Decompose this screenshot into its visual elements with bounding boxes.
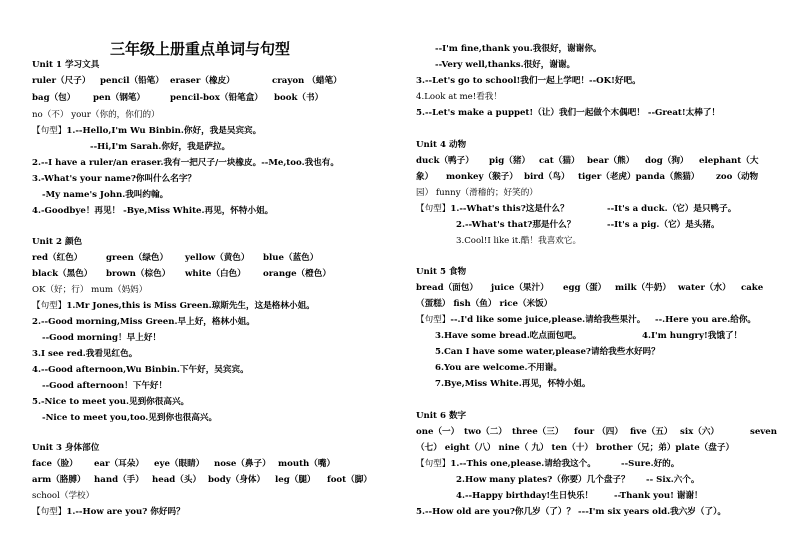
unit1-s2: 2.--I have a ruler/an eraser.我有一把尺子/一块橡皮。--Me,too.我也有。 <box>32 158 339 168</box>
unit5-s1b: --.Here you are.给你。 <box>655 315 757 325</box>
unit6-vocab2: （七） eight（八） nine（ 九） ten（十） brother（兄；弟）plate（盘子） <box>416 443 735 453</box>
unit1-s3b: -My name's John.我叫约翰。 <box>42 190 169 200</box>
unit5-s3: 3.Have some bread.吃点面包吧。 <box>435 331 582 341</box>
unit4-s1b: --It's a duck.（它）是只鸭子。 <box>607 204 737 214</box>
unit1-heading: Unit 1 学习文具 <box>32 60 100 70</box>
unit5-heading: Unit 5 食物 <box>416 267 467 277</box>
unit2-s2b: --Good morning！早上好！ <box>42 333 162 343</box>
unit1-s1b: --Hi,I'm Sarah.你好，我是萨拉。 <box>90 142 231 152</box>
unit3-sentences: 【句型】1.--How are you? 你好吗？ <box>32 507 185 517</box>
unit6-s4a: 4.--Happy birthday!生日快乐！ <box>456 491 594 501</box>
unit2-s4: 4.--Good afternoon,Wu Binbin.下午好，吴宾宾。 <box>32 365 249 375</box>
unit1-s4: 4.-Goodbye！再见！ -Bye,Miss White.再见，怀特小姐。 <box>32 206 274 216</box>
unit2-s3: 3.I see red.我看见红色。 <box>32 349 138 359</box>
unit1-sentences: 【句型】1.--Hello,I'm Wu Binbin.你好，我是吴宾宾。 <box>32 126 262 136</box>
unit5-s6: 6.You are welcome.不用谢。 <box>435 363 562 373</box>
u3-cont-l1: --I'm fine,thank you.我很好，谢谢你。 <box>435 44 602 54</box>
unit2-s5: 5.-Nice to meet you.见到你很高兴。 <box>32 397 190 407</box>
unit6-s2a: 2.How many plates?（你要）几个盘子？ <box>456 475 630 485</box>
page-title: 三年级上册重点单词与句型 <box>109 40 290 58</box>
unit4-s3: 3.Cool!I like it.酷！我喜欢它。 <box>456 236 582 246</box>
u3-cont-l3: 3.--Let's go to school!我们一起上学吧！--OK!好吧。 <box>416 76 641 86</box>
unit2-heading: Unit 2 颜色 <box>32 237 83 247</box>
unit3-vocab3: school（学校） <box>32 491 95 501</box>
unit6-s2b: -- Six.六个。 <box>646 475 700 485</box>
unit5-s5: 5.Can I have some water,please?请给我些水好吗？ <box>435 347 660 357</box>
u3-cont-l5: 5.--Let's make a puppet!（让）我们一起做个木偶吧！ --Great!太棒了！ <box>416 108 721 118</box>
unit4-s2a: 2.--What's that?那是什么？ <box>456 220 576 230</box>
unit2-s4b: --Good afternoon！下午好！ <box>42 381 168 391</box>
unit2-s5b: -Nice to meet you,too.见到你也很高兴。 <box>42 413 218 423</box>
unit2-s2: 2.--Good morning,Miss Green.早上好，格林小姐。 <box>32 317 255 327</box>
unit2-vocab3: OK（好；行） mum（妈妈） <box>32 285 148 295</box>
u3-cont-l2: --Very well,thanks.很好，谢谢。 <box>435 60 576 70</box>
unit6-s1b: --Sure.好的。 <box>621 459 680 469</box>
unit4-heading: Unit 4 动物 <box>416 140 467 150</box>
unit5-sentences: 【句型】--.I'd like some juice,please.请给我些果汁。 <box>416 315 646 325</box>
unit4-s2b: --It's a pig.（它）是头猪。 <box>607 220 720 230</box>
unit3-heading: Unit 3 身体部位 <box>32 443 100 453</box>
unit6-sentences: 【句型】1.--This one,please.请给我这个。 <box>416 459 596 469</box>
u3-cont-l4: 4.Look at me!看我！ <box>416 92 502 102</box>
unit5-s7: 7.Bye,Miss White.再见，怀特小姐。 <box>435 379 591 389</box>
unit4-vocab3: 园） funny（滑稽的；好笑的） <box>416 188 538 198</box>
unit2-sentences: 【句型】1.Mr Jones,this is Miss Green.琼斯先生，这是格林小姐。 <box>32 301 315 311</box>
unit6-heading: Unit 6 数字 <box>416 411 467 421</box>
unit4-sentences: 【句型】1.--What's this?这是什么？ <box>416 204 569 214</box>
unit6-s4b: --Thank you! 谢谢！ <box>614 491 703 501</box>
unit6-s5: 5.--How old are you?你几岁（了）？ ---I'm six years old.我六岁（了）。 <box>416 507 726 517</box>
unit5-s4: 4.I'm hungry!我饿了！ <box>642 331 743 341</box>
unit1-vocab3: no（不） your（你的，你们的） <box>32 110 160 120</box>
unit1-s3: 3.-What's your name?你叫什么名字？ <box>32 174 197 184</box>
unit5-vocab2: （蛋糕） fish（鱼） rice（米饭） <box>416 299 553 309</box>
